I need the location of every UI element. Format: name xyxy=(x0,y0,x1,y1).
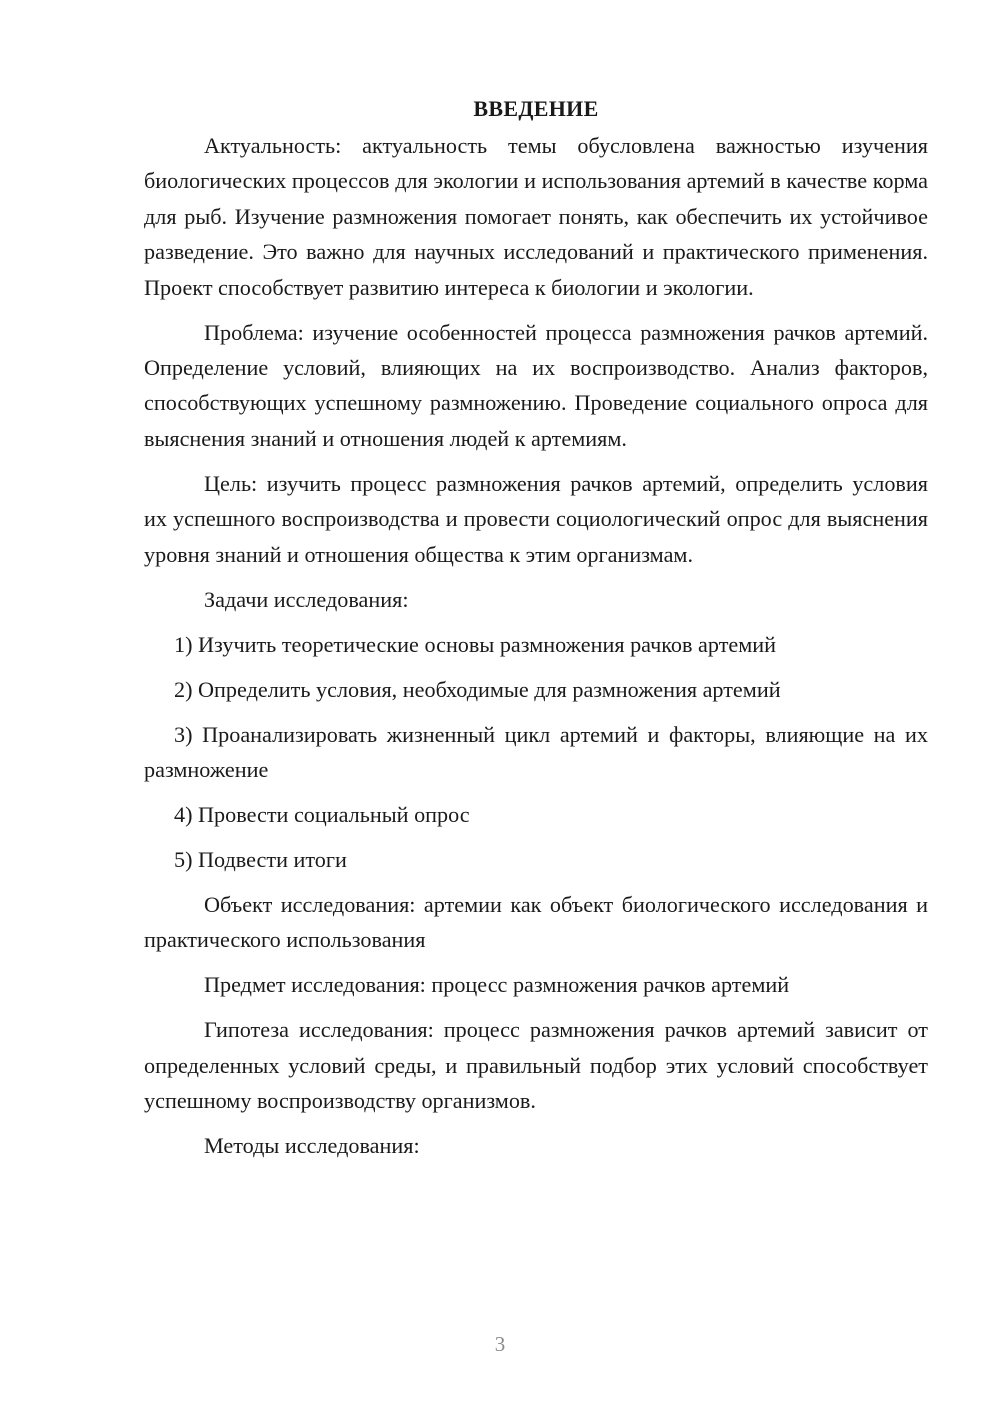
task-item-5: 5) Подвести итоги xyxy=(174,847,347,873)
paragraph-object: Объект исследования: артемии как объект биологического исследования и практического использования xyxy=(144,892,928,953)
section-title: ВВЕДЕНИЕ xyxy=(473,96,599,121)
paragraph-goal: Цель: изучить процесс размножения рачков артемий, определить условия их успешного воспроизводства и провести социологический опрос для выяснения уровня знаний и отношения общества к этим организмам. xyxy=(144,470,928,567)
paragraph-problem: Проблема: изучение особенностей процесса размножения рачков артемий. Определение условий, влияющих на их воспроизводство. Анализ факторов, способствующих успешному размножению. Проведение социального опроса для выяснения знаний и отношения людей к артемиям. xyxy=(144,319,928,451)
tasks-heading: Задачи исследования: xyxy=(204,586,409,612)
page-number: 3 xyxy=(494,1332,506,1356)
task-item-4: 4) Провести социальный опрос xyxy=(174,802,470,828)
paragraph-hypothesis: Гипотеза исследования: процесс размножения рачков артемий зависит от определенных условий среды, и правильный подбор этих условий способствует успешному воспроизводству организмов. xyxy=(144,1017,928,1114)
task-item-1: 1) Изучить теоретические основы размножения рачков артемий xyxy=(174,631,777,657)
paragraph-relevance: Актуальность: актуальность темы обусловлена важностью изучения биологических процессов для экологии и использования артемий в качестве корма для рыб. Изучение размножения помогает понять, как обеспечить их устойчивое разведение. Это важно для научных исследований и практического применения. Проект способствует развитию интереса к биологии и экологии. xyxy=(144,133,928,300)
page-content xyxy=(144,92,928,1173)
task-item-2: 2) Определить условия, необходимые для размножения артемий xyxy=(174,676,781,702)
task-item-3: 3) Проанализировать жизненный цикл артемий и факторы, влияющие на их размножение xyxy=(144,721,928,783)
paragraph-subject: Предмет исследования: процесс размножения рачков артемий xyxy=(204,972,790,998)
methods-heading: Методы исследования: xyxy=(204,1133,420,1159)
